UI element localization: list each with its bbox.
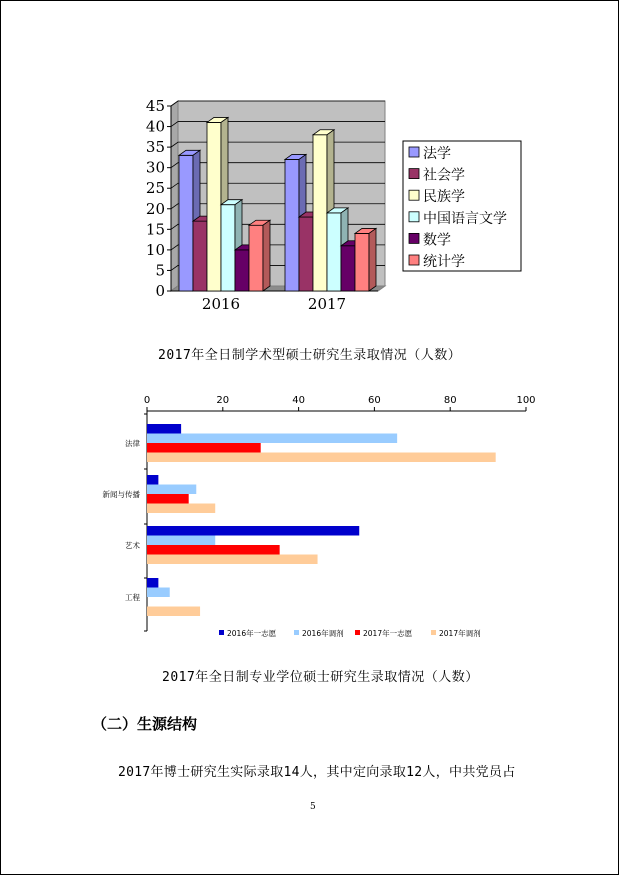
chart1-legend-label: 中国语言文学: [423, 210, 507, 227]
chart2-category-label: 艺术: [125, 541, 140, 550]
chart1-caption: 2017年全日制学术型硕士研究生录取情况（人数）: [158, 348, 462, 363]
chart2-tick-label: 60: [368, 395, 381, 406]
chart1-legend-label: 法学: [423, 146, 451, 162]
chart1-legend: [403, 141, 521, 271]
chart2-caption: 2017年全日制专业学位硕士研究生录取情况（人数）: [162, 670, 479, 685]
chart1-tick-label: 35: [145, 138, 165, 157]
chart2-legend-label: 2017年一志愿: [363, 629, 413, 638]
chart2-legend-label: 2016年调剂: [302, 629, 344, 638]
chart1-tick-label: 25: [145, 179, 165, 198]
chart1-legend-label: 数学: [423, 232, 451, 249]
chart2-bar: [147, 475, 158, 485]
chart1-legend-swatch: [409, 212, 419, 222]
chart2-bar: [147, 536, 215, 546]
chart1-bar: [235, 250, 249, 291]
chart1-legend-box: [403, 141, 521, 271]
chart1-bar: [221, 205, 235, 291]
chart2-tick-label: 100: [516, 395, 536, 406]
chart2-legend-swatch: [294, 630, 299, 635]
page-number: 5: [310, 802, 316, 812]
chart1-tick-label: 45: [145, 97, 165, 116]
chart2-tick-label: 40: [292, 395, 305, 406]
chart1-legend-swatch: [409, 255, 419, 265]
body-paragraph: 2017年博士研究生实际录取14人，其中定向录取12人，中共党员占: [118, 765, 516, 780]
chart1-bar: [207, 122, 221, 291]
chart1-bar: [285, 159, 299, 291]
chart1-tick-label: 10: [145, 240, 165, 259]
chart1-legend-label: 社会学: [423, 167, 465, 184]
chart1-category-labels: [202, 295, 346, 313]
chart1-legend-swatch: [409, 147, 419, 157]
chart1-bar-side: [263, 220, 270, 291]
chart2-legend-label: 2016年一志愿: [227, 629, 277, 638]
professional-master-admission-chart: [1, 386, 619, 651]
chart2-category-labels: [103, 438, 141, 602]
chart1-bar-side: [369, 228, 376, 291]
chart1-bar: [341, 246, 355, 291]
chart2-bar: [147, 545, 280, 555]
chart2-tick-label: 20: [216, 395, 230, 406]
chart2-bar: [147, 607, 200, 617]
chart2-bar: [147, 424, 181, 434]
chart2-legend-label: 2017年调剂: [439, 629, 481, 638]
chart1-tick-label: 0: [155, 282, 165, 300]
chart2-legend: [219, 628, 481, 638]
chart1-tick-label: 30: [145, 158, 165, 177]
chart1-bar: [179, 155, 193, 291]
chart1-bar: [193, 221, 207, 291]
chart1-bar: [355, 233, 369, 291]
chart1-tick-label: 40: [145, 117, 165, 136]
chart2-tick-label: 80: [443, 395, 457, 406]
chart1-bar: [299, 217, 313, 291]
chart1-bar: [313, 135, 327, 291]
chart2-bar: [147, 588, 170, 598]
chart2-bar: [147, 504, 215, 514]
chart2-bar: [147, 453, 496, 463]
chart2-legend-swatch: [431, 630, 436, 635]
chart2-bar: [147, 443, 261, 453]
chart1-legend-swatch: [409, 233, 419, 243]
chart2-bar: [147, 485, 196, 495]
chart2-bar: [147, 526, 359, 536]
chart2-tick-label: 0: [143, 395, 151, 406]
chart1-legend-swatch: [409, 169, 419, 179]
chart2-category-label: 工程: [125, 593, 140, 602]
chart1-legend-swatch: [409, 190, 419, 200]
chart2-legend-swatch: [355, 630, 360, 635]
chart1-tick-label: 5: [155, 261, 165, 280]
chart1-bar: [249, 225, 263, 291]
chart2-bar: [147, 578, 158, 588]
chart1-category-label: 2016: [201, 295, 241, 313]
chart1-legend-label: 统计学: [423, 254, 465, 270]
chart1-tick-label: 15: [145, 220, 165, 239]
chart2-legend-swatch: [219, 630, 224, 635]
chart2-bar: [147, 494, 189, 504]
academic-master-admission-chart: [1, 1, 619, 331]
chart2-category-label: 法律: [125, 439, 140, 448]
chart1-bar: [327, 213, 341, 291]
chart2-category-label: 新闻与传播: [102, 490, 140, 499]
chart1-legend-label: 民族学: [423, 189, 465, 206]
chart1-tick-label: 20: [145, 199, 165, 218]
chart1-side-wall-face: [171, 101, 178, 291]
chart1-category-label: 2017: [307, 295, 347, 313]
chart2-bars: [147, 424, 496, 616]
chart2-bar: [147, 555, 318, 565]
section-heading: （二）生源结构: [92, 715, 198, 733]
chart2-bar: [147, 434, 397, 444]
